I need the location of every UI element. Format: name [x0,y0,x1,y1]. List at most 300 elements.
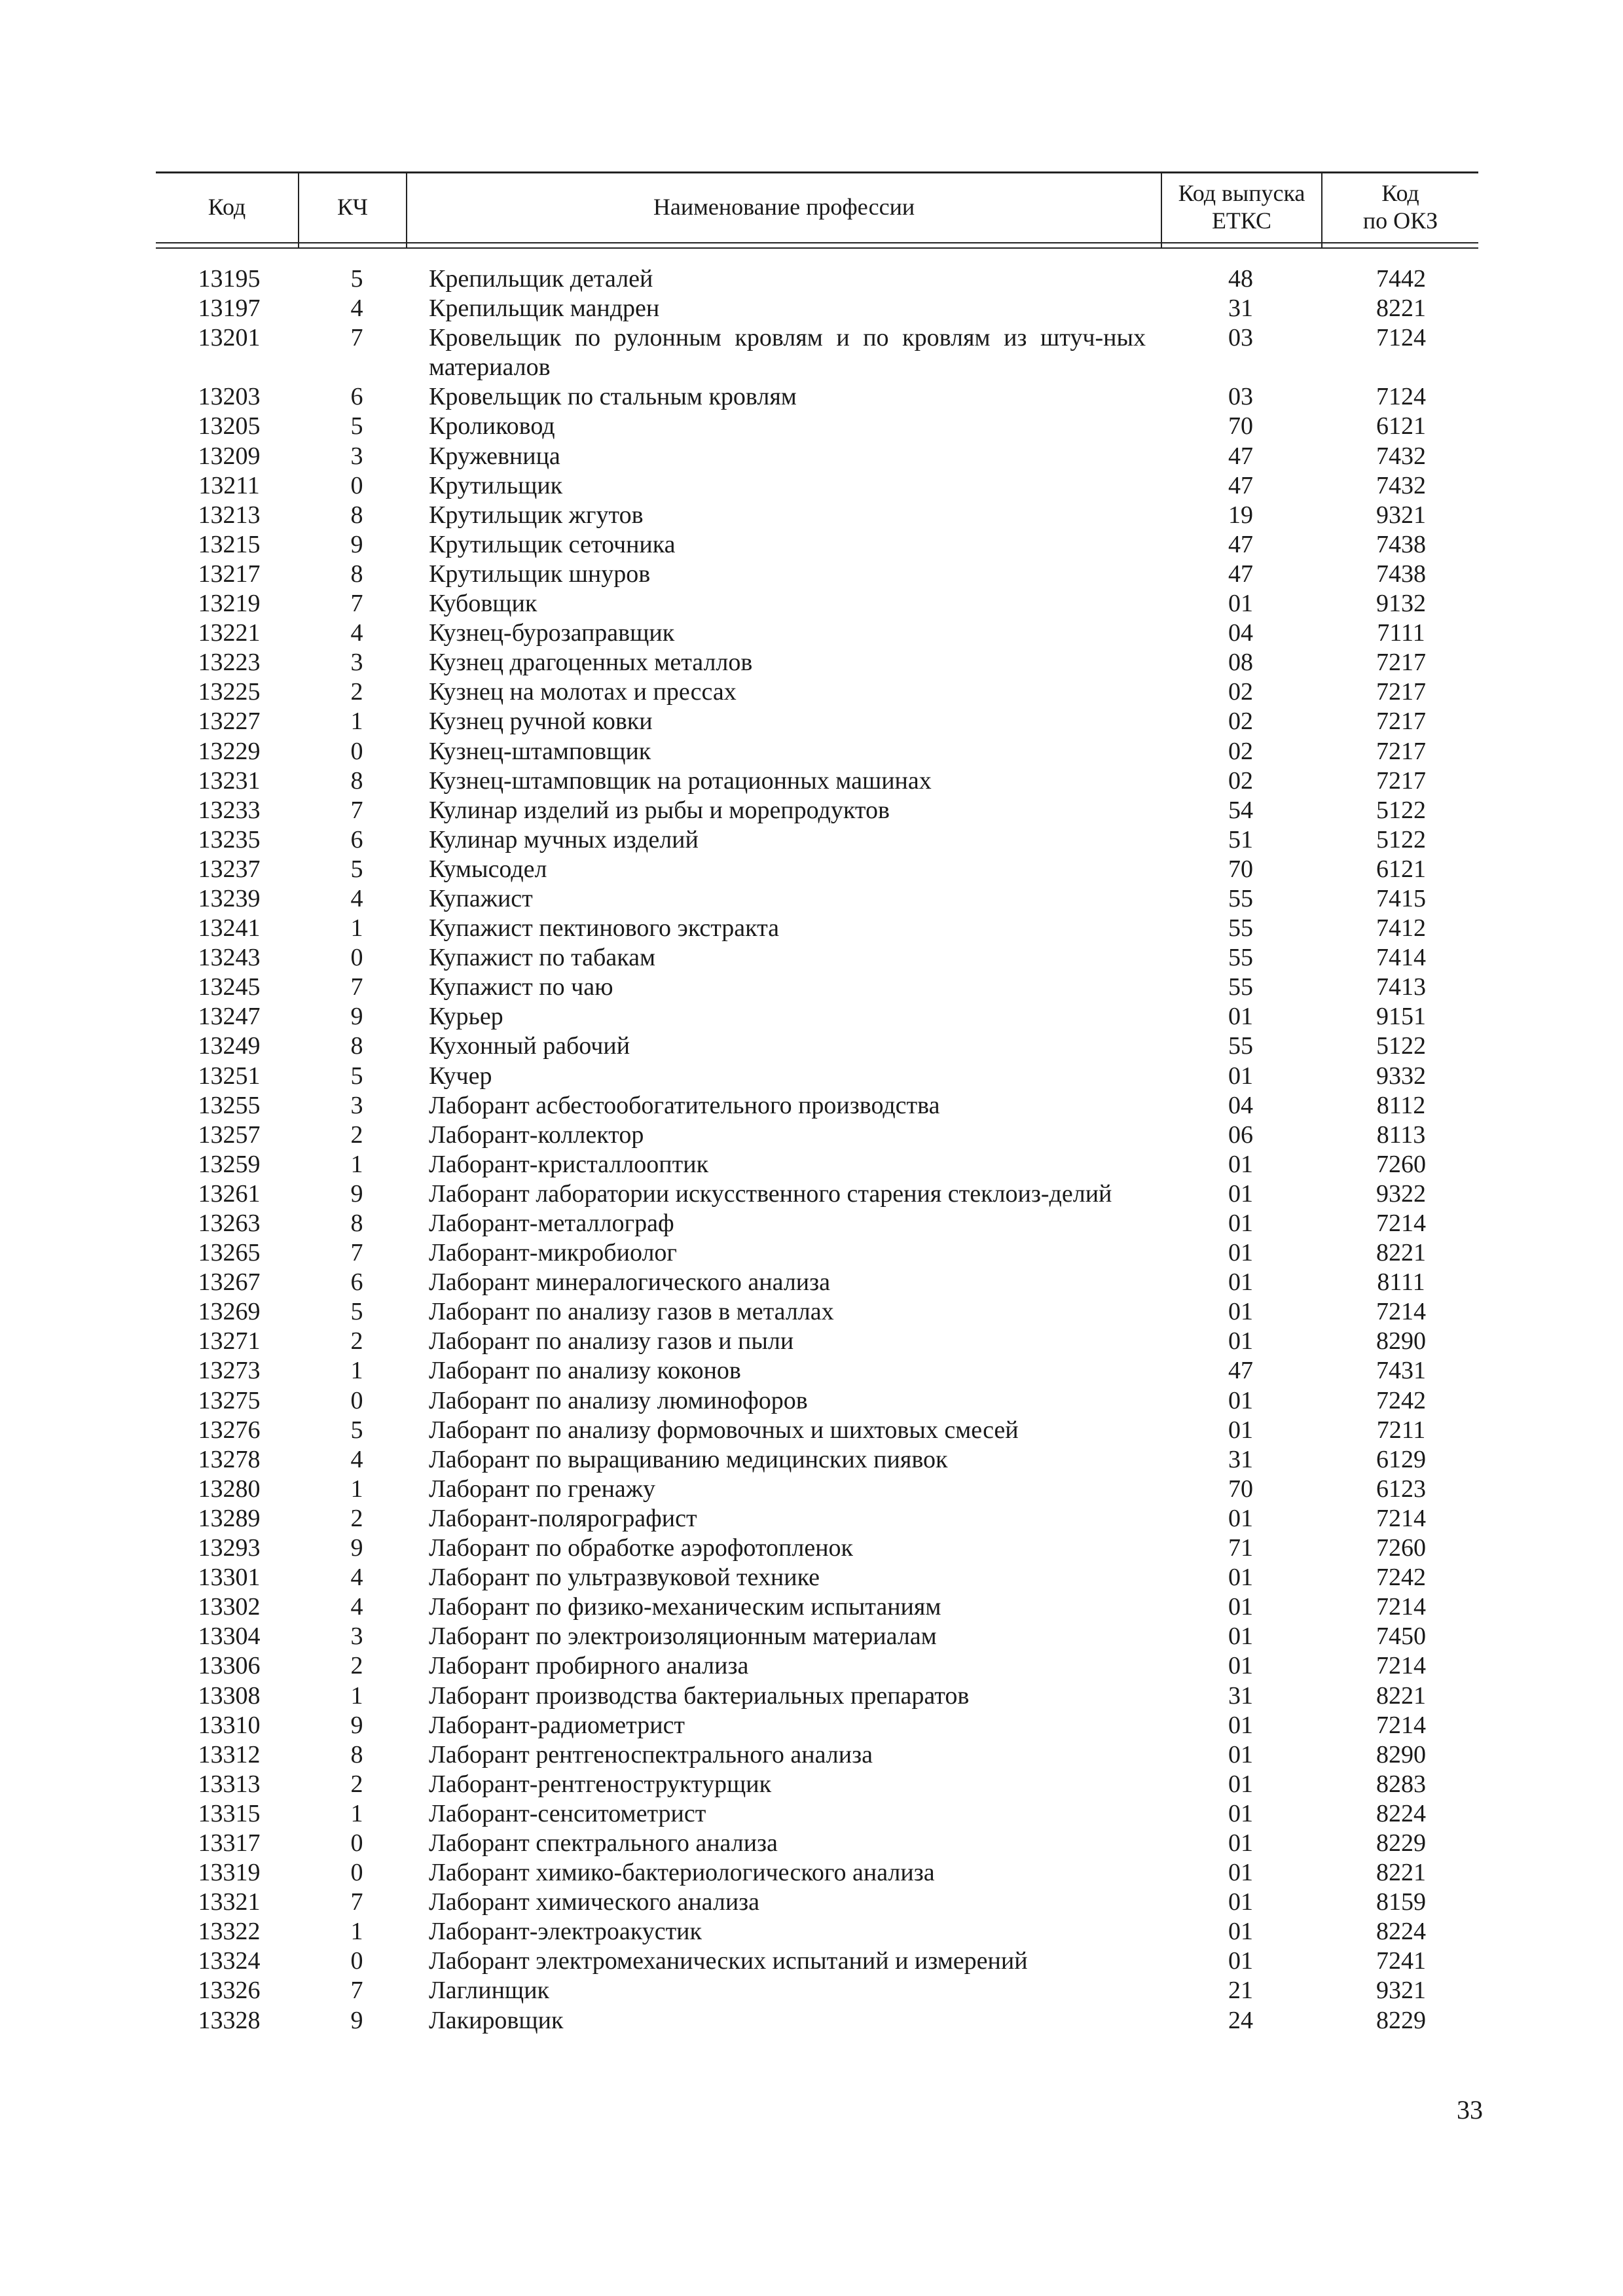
cell-kch: 3 [350,442,363,470]
cell-profession-name: Кулинар изделий из рыбы и морепродуктов [429,796,890,824]
cell-profession-name: Лаборант по анализу люминофоров [429,1386,808,1414]
table-row [0,825,1623,855]
table-row [0,501,1623,530]
cell-profession-name: Лаборант по обработке аэрофотопленок [429,1534,854,1562]
cell-profession-name: Кубовщик [429,590,538,618]
cell-etks: 47 [1228,471,1253,499]
cell-kod: 13209 [198,442,261,470]
cell-etks: 01 [1228,1593,1253,1621]
cell-kch: 0 [350,471,363,499]
table-row [0,884,1623,914]
cell-kch: 1 [350,1475,363,1503]
cell-etks: 01 [1228,590,1253,618]
cell-kch: 3 [350,649,363,677]
table-row [0,1091,1623,1121]
table-row [0,1563,1623,1592]
cell-etks: 06 [1228,1121,1253,1149]
cell-etks: 03 [1228,324,1253,352]
cell-okz: 8224 [1376,1918,1426,1946]
cell-etks: 01 [1228,1003,1253,1031]
cell-kod: 13306 [198,1652,261,1680]
cell-profession-name: Лаборант асбестообогатительного производства [429,1091,940,1119]
cell-kod: 13326 [198,1977,261,2005]
cell-kod: 13251 [198,1062,261,1090]
header-okz-line2: по ОКЗ [1362,207,1438,234]
cell-kch: 4 [350,1593,363,1621]
cell-etks: 01 [1228,1327,1253,1355]
cell-kod: 13322 [198,1918,261,1946]
cell-profession-name: Кроликовод [429,412,555,440]
cell-etks: 31 [1228,1681,1253,1710]
cell-kod: 13267 [198,1268,261,1297]
cell-kod: 13289 [198,1504,261,1532]
cell-etks: 01 [1228,1947,1253,1975]
cell-okz: 5122 [1376,1032,1426,1060]
table-row [0,1238,1623,1268]
table-row [0,1711,1623,1740]
page-number: 33 [1457,2095,1483,2125]
cell-etks: 02 [1228,737,1253,765]
cell-etks: 01 [1228,1416,1253,1444]
cell-okz: 8221 [1376,295,1426,323]
cell-okz: 7432 [1376,471,1426,499]
cell-etks: 31 [1228,1445,1253,1473]
header-kod-label: Код [208,194,246,220]
cell-etks: 55 [1228,1032,1253,1060]
cell-kod: 13269 [198,1298,261,1326]
cell-okz: 8290 [1376,1740,1426,1768]
cell-profession-name: Лаборант по анализу коконов [429,1357,741,1385]
cell-kch: 0 [350,1386,363,1414]
cell-kch: 0 [350,1947,363,1975]
table-row [0,737,1623,766]
table-row [0,914,1623,943]
cell-profession-name: Кузнец ручной ковки [429,708,653,736]
cell-kod: 13229 [198,737,261,765]
cell-kod: 13213 [198,501,261,529]
cell-kod: 13310 [198,1711,261,1739]
cell-profession-name: Кузнец драгоценных металлов [429,649,753,677]
cell-etks: 04 [1228,1091,1253,1119]
table-row [0,1268,1623,1297]
header-okz [1322,171,1478,242]
cell-kch: 7 [350,1888,363,1916]
cell-etks: 55 [1228,914,1253,942]
table-row [0,619,1623,648]
cell-etks: 01 [1228,1062,1253,1090]
table-row [0,677,1623,707]
table-row [0,323,1623,382]
cell-etks: 01 [1228,1239,1253,1267]
cell-kch: 8 [350,1210,363,1237]
cell-okz: 8283 [1376,1770,1426,1798]
table-row [0,1179,1623,1209]
cell-kch: 1 [350,1918,363,1946]
header-name [407,171,1161,242]
table-row [0,1917,1623,1946]
table-row [0,1209,1623,1238]
cell-kod: 13243 [198,944,261,972]
cell-kod: 13221 [198,619,261,647]
cell-okz: 7217 [1376,678,1426,706]
cell-kod: 13280 [198,1475,261,1503]
cell-profession-name: Крутильщик сеточника [429,530,676,558]
table-row [0,1770,1623,1799]
cell-profession-name: Лаборант по электроизоляционным материалам [429,1623,937,1651]
cell-kch: 3 [350,1623,363,1651]
cell-kch: 7 [350,973,363,1001]
cell-okz: 7214 [1376,1652,1426,1680]
cell-etks: 02 [1228,766,1253,795]
table-row [0,855,1623,884]
cell-profession-name: Крепильщик деталей [429,265,653,293]
cell-etks: 01 [1228,1564,1253,1592]
cell-etks: 01 [1228,1740,1253,1768]
cell-kch: 5 [350,1062,363,1090]
cell-etks: 02 [1228,708,1253,736]
cell-kch: 8 [350,560,363,588]
cell-okz: 8111 [1377,1268,1425,1297]
cell-kod: 13255 [198,1091,261,1119]
cell-kch: 5 [350,1416,363,1444]
cell-etks: 47 [1228,1357,1253,1385]
header-kod [156,171,298,242]
table-row [0,1946,1623,1976]
cell-etks: 47 [1228,560,1253,588]
table-row [0,973,1623,1002]
cell-profession-name: Лаборант по физико-механическим испытаниям [429,1593,941,1621]
cell-okz: 5122 [1376,825,1426,853]
cell-etks: 01 [1228,1150,1253,1178]
table-row [0,1799,1623,1829]
cell-kch: 8 [350,501,363,529]
cell-profession-name: Лаборант пробирного анализа [429,1652,749,1680]
cell-kod: 13265 [198,1239,261,1267]
cell-kod: 13241 [198,914,261,942]
cell-okz: 8159 [1376,1888,1426,1916]
cell-kch: 6 [350,1268,363,1297]
cell-profession-name: Лаборант-коллектор [429,1121,644,1149]
cell-okz: 9321 [1376,501,1426,529]
cell-profession-name: Лаборант-сенситометрист [429,1799,706,1827]
table-row [0,1386,1623,1416]
table-row [0,796,1623,825]
cell-etks: 54 [1228,796,1253,824]
cell-okz: 7217 [1376,766,1426,795]
cell-kod: 13263 [198,1210,261,1237]
cell-okz: 7438 [1376,530,1426,558]
cell-okz: 8221 [1376,1859,1426,1887]
cell-kch: 2 [350,1504,363,1532]
cell-kod: 13223 [198,649,261,677]
cell-profession-name: Крутильщик жгутов [429,501,644,529]
header-name-label: Наименование профессии [653,194,915,220]
cell-kch: 7 [350,324,363,352]
table-row [0,1622,1623,1651]
header-etks-line1: Код выпуска [1178,180,1305,206]
cell-kch: 1 [350,708,363,736]
cell-okz: 7124 [1376,383,1426,411]
cell-kch: 1 [350,1150,363,1178]
table-row [0,1592,1623,1622]
table-row [0,1002,1623,1031]
cell-kod: 13302 [198,1593,261,1621]
cell-profession-name: Кулинар мучных изделий [429,825,699,853]
cell-okz: 7214 [1376,1593,1426,1621]
cell-okz: 7111 [1377,619,1425,647]
cell-kch: 8 [350,766,363,795]
table-row [0,1297,1623,1327]
cell-kch: 1 [350,1799,363,1827]
cell-okz: 9322 [1376,1179,1426,1208]
cell-profession-name: Кровельщик по стальным кровлям [429,383,797,411]
cell-kod: 13328 [198,2006,261,2034]
cell-kch: 9 [350,1711,363,1739]
table-row [0,382,1623,412]
table-row [0,442,1623,471]
table-row [0,707,1623,736]
cell-okz: 7211 [1376,1416,1426,1444]
cell-profession-name: Лаборант-электроакустик [429,1918,702,1946]
cell-kch: 8 [350,1032,363,1060]
cell-profession-name: Кузнец-штамповщик на ротационных машинах [429,766,932,795]
cell-kch: 9 [350,2006,363,2034]
cell-profession-name: Купажист [429,884,533,912]
cell-kod: 13215 [198,530,261,558]
table-row [0,1504,1623,1534]
table-row [0,1651,1623,1681]
cell-kod: 13233 [198,796,261,824]
cell-kch: 2 [350,1121,363,1149]
cell-etks: 01 [1228,1918,1253,1946]
cell-profession-name: Лаборант производства бактериальных препаратов [429,1681,970,1710]
cell-okz: 7414 [1376,944,1426,972]
table-row [0,1534,1623,1563]
cell-etks: 01 [1228,1888,1253,1916]
cell-okz: 9332 [1376,1062,1426,1090]
cell-kch: 9 [350,1003,363,1031]
cell-okz: 7214 [1376,1711,1426,1739]
cell-okz: 7217 [1376,737,1426,765]
table-row [0,530,1623,560]
cell-profession-name: Лаборант-рентгеноструктурщик [429,1770,772,1798]
cell-kch: 4 [350,295,363,323]
cell-okz: 7260 [1376,1534,1426,1562]
cell-kod: 13237 [198,855,261,883]
cell-kch: 2 [350,1770,363,1798]
table-row [0,589,1623,619]
cell-profession-name: Кучер [429,1062,492,1090]
table-row [0,766,1623,796]
cell-profession-name: Кухонный рабочий [429,1032,630,1060]
cell-okz: 8113 [1376,1121,1426,1149]
cell-kch: 5 [350,412,363,440]
cell-profession-name: Купажист пектинового экстракта [429,914,780,942]
cell-kch: 6 [350,383,363,411]
cell-etks: 21 [1228,1977,1253,2005]
table-row [0,294,1623,323]
cell-kod: 13201 [198,324,261,352]
cell-kch: 2 [350,1327,363,1355]
cell-kod: 13219 [198,590,261,618]
cell-kod: 13275 [198,1386,261,1414]
cell-etks: 70 [1228,1475,1253,1503]
cell-kod: 13249 [198,1032,261,1060]
table-row [0,1829,1623,1858]
cell-kod: 13319 [198,1859,261,1887]
cell-okz: 7412 [1376,914,1426,942]
cell-profession-name: Лаборант по гренажу [429,1475,656,1503]
cell-profession-name: Лаборант химического анализа [429,1888,760,1916]
cell-kch: 4 [350,619,363,647]
cell-kod: 13324 [198,1947,261,1975]
cell-etks: 01 [1228,1799,1253,1827]
table-row [0,471,1623,501]
cell-kch: 2 [350,1652,363,1680]
cell-kod: 13217 [198,560,261,588]
cell-kch: 7 [350,1977,363,2005]
header-kch-label: КЧ [337,194,368,220]
cell-kch: 7 [350,796,363,824]
cell-kod: 13317 [198,1829,261,1857]
cell-etks: 01 [1228,1210,1253,1237]
cell-profession-name: Купажист по табакам [429,944,656,972]
header-etks [1162,171,1321,242]
header-rule [156,247,1478,249]
cell-okz: 9151 [1376,1003,1426,1031]
cell-profession-name: Лаборант-микробиолог [429,1239,677,1267]
cell-profession-name: Кузнец на молотах и прессах [429,678,737,706]
table-row [0,1445,1623,1475]
cell-profession-name: Лакировщик [429,2006,564,2034]
cell-kod: 13257 [198,1121,261,1149]
table-row [0,1858,1623,1888]
cell-profession-name: Лаглинщик [429,1977,549,2005]
cell-okz: 7214 [1376,1298,1426,1326]
cell-kod: 13276 [198,1416,261,1444]
cell-kch: 5 [350,1298,363,1326]
cell-kch: 4 [350,1564,363,1592]
cell-profession-name: Лаборант по выращиванию медицинских пиявок [429,1445,948,1473]
table-row [0,412,1623,441]
cell-profession-name: Лаборант по анализу формовочных и шихтовых смесей [429,1416,1019,1444]
table-row [0,1976,1623,2005]
cell-profession-name: Кровельщик по рулонным кровлям и по кровлям из штуч-ных материалов [429,324,1146,382]
cell-kch: 0 [350,1829,363,1857]
cell-kod: 13271 [198,1327,261,1355]
cell-etks: 01 [1228,1711,1253,1739]
cell-kch: 9 [350,530,363,558]
cell-profession-name: Лаборант лаборатории искусственного старения стеклоиз-делий [429,1179,1112,1208]
cell-kch: 0 [350,944,363,972]
cell-okz: 7438 [1376,560,1426,588]
cell-okz: 6121 [1376,855,1426,883]
cell-etks: 01 [1228,1268,1253,1297]
cell-etks: 24 [1228,2006,1253,2034]
header-kch [299,171,406,242]
cell-okz: 9132 [1376,590,1426,618]
cell-okz: 5122 [1376,796,1426,824]
cell-etks: 19 [1228,501,1253,529]
cell-okz: 8112 [1376,1091,1426,1119]
cell-okz: 7450 [1376,1623,1426,1651]
cell-etks: 01 [1228,1298,1253,1326]
cell-kod: 13273 [198,1357,261,1385]
cell-etks: 02 [1228,678,1253,706]
cell-profession-name: Лаборант по анализу газов и пыли [429,1327,794,1355]
cell-okz: 8221 [1376,1681,1426,1710]
cell-profession-name: Крепильщик мандрен [429,295,660,323]
table-row [0,1356,1623,1386]
cell-profession-name: Лаборант рентгеноспектрального анализа [429,1740,873,1768]
table-body [0,264,1623,2036]
cell-kch: 7 [350,1239,363,1267]
cell-okz: 7124 [1376,324,1426,352]
cell-kch: 3 [350,1091,363,1119]
cell-okz: 7217 [1376,708,1426,736]
cell-etks: 47 [1228,530,1253,558]
cell-kod: 13197 [198,295,261,323]
cell-kod: 13247 [198,1003,261,1031]
cell-kod: 13239 [198,884,261,912]
cell-etks: 70 [1228,855,1253,883]
cell-okz: 6121 [1376,412,1426,440]
header-etks-line2: ЕТКС [1211,207,1272,234]
cell-kch: 9 [350,1534,363,1562]
cell-profession-name: Лаборант химико-бактериологического анализа [429,1859,935,1887]
cell-etks: 01 [1228,1386,1253,1414]
cell-etks: 01 [1228,1623,1253,1651]
table-row [0,1327,1623,1356]
table-row [0,1475,1623,1504]
cell-etks: 31 [1228,295,1253,323]
cell-kod: 13312 [198,1740,261,1768]
cell-kod: 13259 [198,1150,261,1178]
cell-okz: 6129 [1376,1445,1426,1473]
cell-kch: 5 [350,855,363,883]
cell-okz: 7432 [1376,442,1426,470]
cell-etks: 03 [1228,383,1253,411]
cell-kch: 2 [350,678,363,706]
cell-okz: 7214 [1376,1504,1426,1532]
table-row [0,264,1623,294]
table-row [0,1681,1623,1711]
cell-profession-name: Лаборант минералогического анализа [429,1268,830,1297]
cell-kod: 13227 [198,708,261,736]
cell-kod: 13205 [198,412,261,440]
cell-profession-name: Лаборант-металлограф [429,1210,674,1237]
cell-profession-name: Лаборант по анализу газов в металлах [429,1298,834,1326]
cell-kod: 13235 [198,825,261,853]
cell-kod: 13315 [198,1799,261,1827]
cell-profession-name: Лаборант спектрального анализа [429,1829,778,1857]
cell-okz: 8221 [1376,1239,1426,1267]
cell-profession-name: Купажист по чаю [429,973,613,1001]
table-row [0,1031,1623,1061]
cell-profession-name: Кузнец-штамповщик [429,737,651,765]
cell-okz: 7415 [1376,884,1426,912]
table-row [0,1062,1623,1091]
cell-etks: 48 [1228,265,1253,293]
cell-etks: 71 [1228,1534,1253,1562]
cell-kod: 13203 [198,383,261,411]
cell-profession-name: Кумысодел [429,855,547,883]
header-okz-line1: Код [1381,180,1419,206]
cell-etks: 01 [1228,1770,1253,1798]
cell-kch: 4 [350,1445,363,1473]
cell-profession-name: Крутильщик шнуров [429,560,651,588]
cell-etks: 01 [1228,1859,1253,1887]
